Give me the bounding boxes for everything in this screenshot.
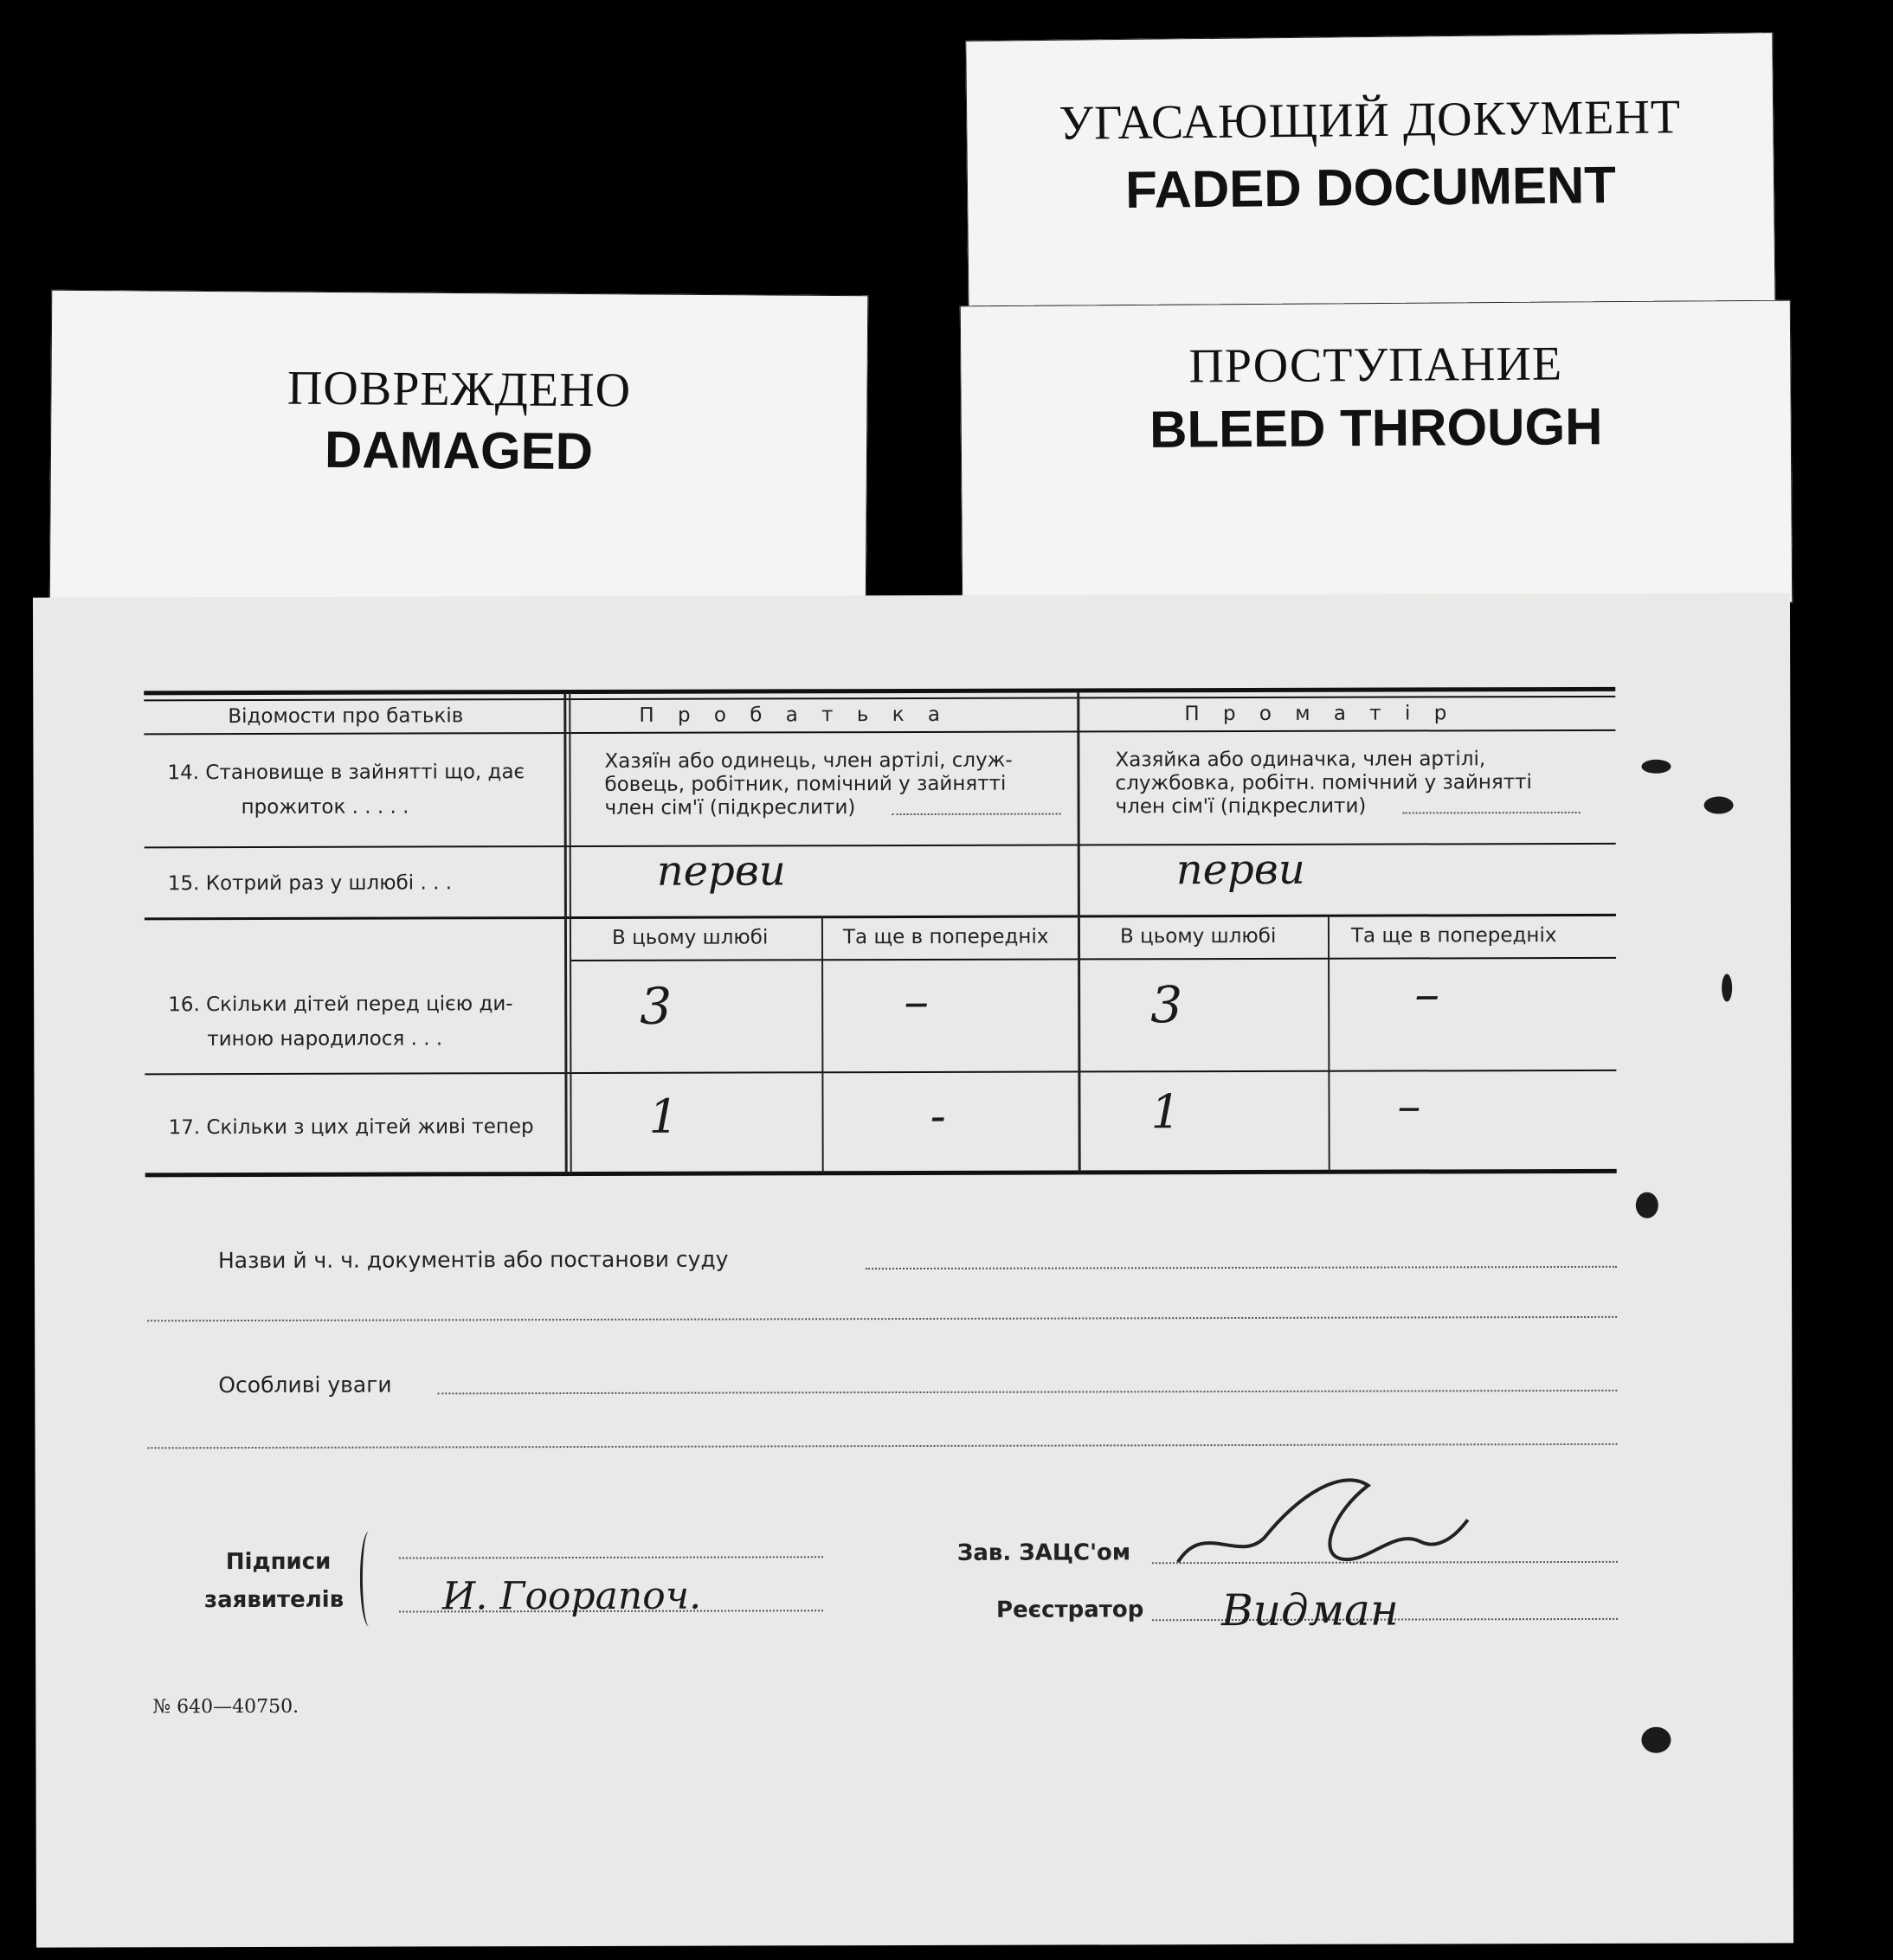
- col-divider-father-sub: [821, 917, 824, 1173]
- row15-mother-value: перви: [1175, 845, 1305, 895]
- row17-mother-this: 1: [1150, 1084, 1181, 1140]
- row16-label-2: тиною народилося . . .: [207, 1027, 443, 1051]
- table-top-rule: [144, 687, 1615, 695]
- header-divider: [144, 729, 1615, 735]
- damaged-card: [49, 290, 869, 616]
- punch-hole: [1641, 1727, 1671, 1753]
- row17-label: 17. Скільки з цих дітей живі тепер: [168, 1115, 534, 1140]
- print-number: № 640—40750.: [152, 1695, 299, 1719]
- punch-hole: [1636, 1192, 1658, 1218]
- header-parents-info: Відомости про батьків: [228, 704, 464, 729]
- row16-father-prev: –: [904, 971, 930, 1031]
- subheader-mother-this: В цьому шлюбі: [1119, 924, 1277, 948]
- row15-father-value: перви: [656, 846, 786, 896]
- subheader-father-prev: Та ще в попередніх: [842, 925, 1049, 949]
- row14-divider: [145, 843, 1616, 848]
- row17-mother-prev: –: [1397, 1078, 1421, 1134]
- damage-mark: [1722, 974, 1732, 1002]
- row17-father-this: 1: [648, 1089, 679, 1144]
- row14-father-1: Хазяїн або одинець, член артілі, служ-: [604, 749, 1013, 773]
- notes-label: Особливі уваги: [218, 1372, 392, 1398]
- table-bottom-rule: [145, 1169, 1617, 1177]
- row14-label-1: 14. Становище в зайнятті що, дає: [167, 761, 525, 785]
- row16-divider: [145, 1070, 1616, 1075]
- col-divider-1: [563, 693, 567, 1173]
- row14-label-2: прожиток . . . . .: [241, 795, 409, 819]
- registrar-signature: Видман: [1220, 1584, 1399, 1636]
- row14-mother-2: службовка, робітн. помічний у зайнятті: [1115, 771, 1532, 795]
- col-divider-mother-sub: [1328, 916, 1330, 1172]
- faded-document-card: [965, 32, 1776, 335]
- row17-father-prev: -: [930, 1088, 946, 1143]
- faded-document-en: FADED DOCUMENT: [1124, 156, 1617, 219]
- damaged-ru: ПОВРЕЖДЕНО: [287, 361, 632, 418]
- subheader-father-this: В цьому шлюбі: [611, 926, 769, 949]
- row15-label: 15. Котрий раз у шлюбі . . .: [167, 871, 453, 896]
- applicant-signature: И. Гоорапоч.: [441, 1573, 702, 1619]
- row16-mother-prev: –: [1414, 964, 1440, 1024]
- header-mother: П р о м а т і р: [1184, 702, 1456, 726]
- documents-label: Назви й ч. ч. документів або постанови суду: [217, 1246, 729, 1274]
- bleed-through-ru: ПРОСТУПАНИЕ: [1188, 337, 1563, 394]
- col-divider-1b: [569, 693, 571, 1173]
- row16-father-this: 3: [640, 976, 673, 1036]
- header-father: П р о б а т ь к а: [639, 703, 950, 727]
- head-zags-label: Зав. ЗАЦС'ом: [956, 1539, 1131, 1566]
- brace: [360, 1532, 378, 1627]
- damage-mark: [1641, 760, 1671, 774]
- applicants-label-1: Підписи: [225, 1548, 332, 1576]
- bleed-through-en: BLEED THROUGH: [1149, 397, 1603, 459]
- row16-mother-this: 3: [1150, 975, 1183, 1035]
- subheader-mother-prev: Та ще в попередніх: [1350, 924, 1557, 948]
- faded-document-ru: УГАСАЮЩИЙ ДОКУМЕНТ: [1059, 90, 1682, 151]
- bleed-through-card: [960, 300, 1793, 609]
- col-divider-2: [1077, 691, 1080, 1172]
- row14-mother-1: Хазяйка або одиначка, член артілі,: [1115, 748, 1486, 772]
- head-signature-scrawl: [1169, 1459, 1481, 1590]
- damaged-en: DAMAGED: [324, 420, 594, 481]
- damage-mark: [1704, 797, 1734, 814]
- row14-father-3: член сім'ї (підкреслити): [604, 796, 856, 819]
- row14-mother-3: член сім'ї (підкреслити): [1115, 794, 1367, 819]
- registration-form-page: [33, 593, 1793, 1947]
- applicants-label-2: заявителів: [203, 1586, 344, 1614]
- row15-divider: [145, 914, 1616, 920]
- row14-father-2: бовець, робітник, помічний у зайнятті: [604, 772, 1007, 796]
- row16-label-1: 16. Скільки дітей перед цією ди-: [168, 993, 513, 1017]
- registrar-label: Реєстратор: [995, 1597, 1144, 1623]
- subheader-divider: [570, 957, 1616, 961]
- table-top-rule-thin: [144, 696, 1615, 701]
